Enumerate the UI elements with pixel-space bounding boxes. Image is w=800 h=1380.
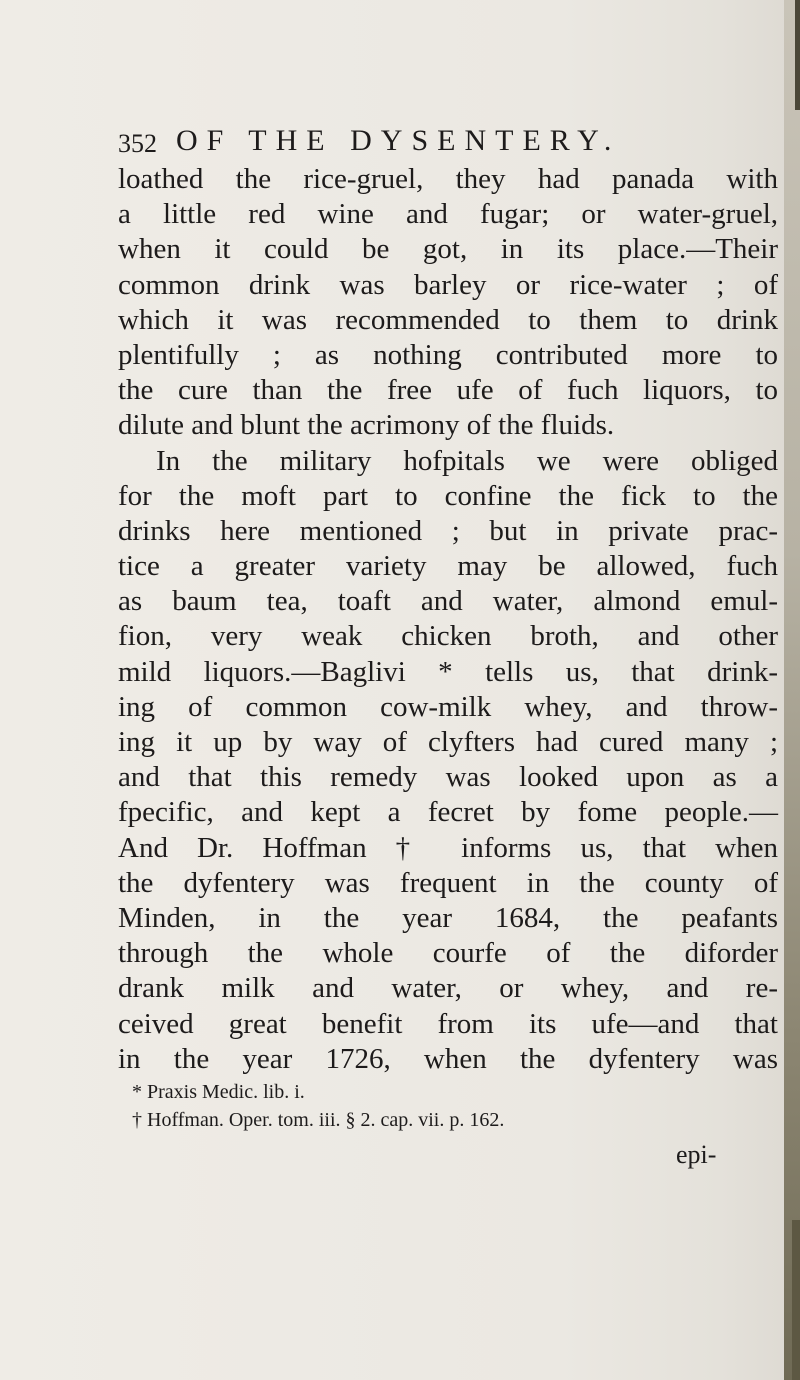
text-line: when it could be got, in its place.—Their: [118, 233, 778, 266]
text-line: mild liquors.—Baglivi * tells us, that drink-: [118, 655, 778, 688]
page-header: [118, 123, 798, 163]
page-edge: [784, 0, 800, 1380]
body-text: [118, 162, 778, 1077]
catchword: epi-: [676, 1140, 717, 1169]
text-line: ing of common cow-milk whey, and throw-: [118, 690, 778, 723]
text-line: a little red wine and fugar; or water-gruel,: [118, 198, 778, 231]
text-line: and that this remedy was looked upon as a: [118, 761, 778, 794]
text-line: plentifully ; as nothing contributed more to: [118, 338, 778, 371]
footnotes: [118, 1078, 778, 1134]
text-line: drank milk and water, or whey, and re-: [118, 972, 778, 1005]
text-line: tice a greater variety may be allowed, fuch: [118, 550, 778, 583]
text-line: which it was recommended to them to drink: [118, 303, 778, 336]
text-line: common drink was barley or rice-water ; of: [118, 268, 778, 301]
text-line: And Dr. Hoffman † informs us, that when: [118, 831, 778, 864]
text-line: fpecific, and kept a fecret by fome people.—: [118, 796, 778, 829]
text-line: drinks here mentioned ; but in private prac-: [118, 514, 778, 547]
text-line: the dyfentery was frequent in the county of: [118, 866, 778, 899]
text-line: as baum tea, toaft and water, almond emul-: [118, 585, 778, 618]
text-line: In the military hofpitals we were obliged: [156, 444, 778, 477]
page-number: 352: [118, 129, 157, 158]
running-title: OF THE DYSENTERY.: [176, 124, 621, 157]
text-line: the cure than the free ufe of fuch liquors, to: [118, 374, 778, 407]
text-line: dilute and blunt the acrimony of the fluids.: [118, 409, 615, 442]
text-line: ing it up by way of clyfters had cured many ;: [118, 726, 778, 758]
page-edge-shadow-bottom: [792, 1220, 800, 1380]
footnote-hoffman: † Hoffman. Oper. tom. iii. § 2. cap. vii. p. 162.: [132, 1109, 505, 1131]
text-line: ceived great benefit from its ufe—and that: [118, 1007, 778, 1040]
text-line: Minden, in the year 1684, the peafants: [118, 901, 778, 934]
text-line: loathed the rice-gruel, they had panada with: [118, 163, 778, 195]
footnote-praxis: * Praxis Medic. lib. i.: [132, 1081, 305, 1103]
page-edge-shadow-top: [795, 0, 800, 110]
text-line: in the year 1726, when the dyfentery was: [118, 1042, 778, 1075]
text-line: through the whole courfe of the diforder: [118, 937, 778, 970]
text-line: for the moft part to confine the fick to the: [118, 479, 778, 512]
text-line: fion, very weak chicken broth, and other: [118, 620, 778, 653]
